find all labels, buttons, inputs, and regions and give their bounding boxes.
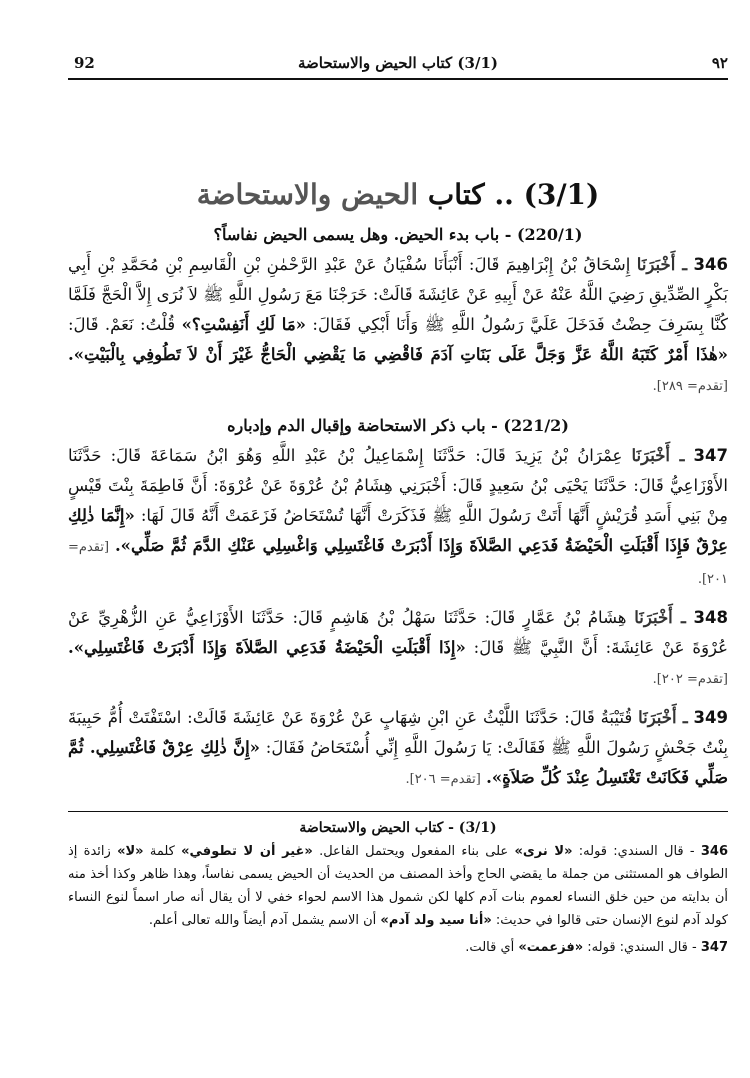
footnote-quote: «لا نرى» xyxy=(514,844,573,859)
hadith-reference: [تقدم= ٢٠٢]. xyxy=(652,672,728,687)
hadith-text: عِمْرَانُ بْنُ يَزِيدَ قَالَ: حَدَّثَنَا إِسْمَاعِيلُ بْنُ عَبْدِ اللَّهِ وَهُوَ ابْنُ سَمَاعَةَ قَالَ: حَدَّثَنَا الأَوْزَاعِيُّ قَالَ: حَدَّثَنَا يَحْيَى بْنُ سَعِيدٍ قَالَ: أَخْبَرَنِي هِشَامُ بْنُ عُرْوَةَ عَنْ عُرْوَةَ: أَنَّ فَاطِمَةَ بِنْتَ قَيْسٍ مِنْ بَنِي أَسَدِ قُرَيْشٍ أَنَّهَا أَتَتْ رَسُولَ اللَّهِ ﷺ فَذَكَرَتْ أَنَّهَا تُسْتَحَاضُ فَزَعَمَتْ أَنَّهُ قَالَ لَهَا: xyxy=(68,446,729,525)
hadith-quote: «إِنَّمَا ذٰلِكِ عِرْقٌ فَإِذَا أَقْبَلَتِ الْحَيْضَةُ فَدَعِي الصَّلاَةَ وَإِذَا أَدْبَرَتْ فَاغْتَسِلِي وَاغْسِلِي عَنْكِ الدَّمَ ثُمَّ صَلِّي». xyxy=(68,506,729,555)
hadith-reference: [تقدم= ٢٠٦]. xyxy=(405,772,481,787)
footnote-quote: «غير أن لا تطوفي» xyxy=(181,844,313,859)
hadith-quote: «إِنَّ ذٰلِكِ عِرْقٌ فَاغْتَسِلِي. ثُمَّ صَلِّي فَكَانَتْ تَغْتَسِلُ عِنْدَ كُلِّ صَلاَةٍ». xyxy=(68,738,728,787)
hadith-reference: [تقدم= ٢٠١]. xyxy=(68,540,728,587)
hadith-opening: ـ أَخْبَرَنَا xyxy=(631,446,685,465)
book-title-prefix: (3/1) .. كتاب xyxy=(427,178,600,211)
footnote-text: كلمة xyxy=(149,844,175,859)
hadith-paragraph xyxy=(68,603,728,695)
hadith-quote: «مَا لَكِ أَنَفِسْتِ؟» xyxy=(181,315,306,334)
hadith-paragraph xyxy=(68,441,728,595)
hadith-number: 347 xyxy=(693,446,728,465)
footnote-quote: «فزعمت» xyxy=(518,940,584,955)
hadith-quote: «هٰذَا أَمْرٌ كَتَبَهُ اللَّهُ عَزَّ وَجَلَّ عَلَى بَنَاتِ آدَمَ فَاقْضِي مَا يَقْضِي الْحَاجُّ غَيْرَ أَنْ لاَ تَطُوفِي بِالْبَيْتِ». xyxy=(68,345,728,364)
hadith-opening: ـ أَخْبَرَنَا xyxy=(634,608,686,627)
book-title-main: الحيض والاستحاضة xyxy=(196,178,419,211)
footnote-text: أن الاسم يشمل آدم أيضاً والله تعالى أعلم. xyxy=(148,913,377,928)
chapter-heading: (220/1) - باب بدء الحيض. وهل يسمى الحيض نفاساً؟ xyxy=(213,225,583,244)
hadith-text: قُتَيْبَةُ قَالَ: حَدَّثَنَا اللَّيْثُ عَنِ ابْنِ شِهَابٍ عَنْ عُرْوَةَ عَنْ عَائِشَةَ قَالَتْ: اسْتَفْتَتْ أُمُّ حَبِيبَةَ بِنْتُ جَحْشٍ رَسُولَ اللَّهِ ﷺ فَقَالَتْ: يَا رَسُولَ اللَّهِ إِنِّي أُسْتَحَاضُ فَقَالَ: xyxy=(68,708,728,757)
footnote-text: على بناء المفعول ويحتمل الفاعل. xyxy=(319,844,509,859)
hadith-text: قُلْتُ: نَعَمْ. قَالَ: xyxy=(68,315,176,334)
footnote-text: - قال السندي: قوله: xyxy=(587,940,697,955)
hadith-paragraph xyxy=(68,250,728,402)
page-header xyxy=(68,48,728,80)
hadith-number: 349 xyxy=(693,708,728,727)
footnotes xyxy=(68,811,728,959)
footnote xyxy=(68,840,728,932)
footnote-number: 347 xyxy=(700,940,728,955)
hadith-paragraph xyxy=(68,703,728,795)
hadith-quote: «إِذَا أَقْبَلَتِ الْحَيْضَةُ فَدَعِي الصَّلاَةَ وَإِذَا أَدْبَرَتْ فَاغْتَسِلِي». xyxy=(68,638,466,657)
hadith-text: إِسْحَاقُ بْنُ إِبْرَاهِيمَ قَالَ: أَنْبَأَنَا سُفْيَانُ عَنْ عَبْدِ الرَّحْمٰنِ بْنِ الْقَاسِمِ بْنِ مُحَمَّدِ بْنِ أَبِي بَكْرٍ الصِّدِّيقِ رَضِيَ اللَّهُ عَنْهُ عَنْ أَبِيهِ عَنْ عَائِشَةَ قَالَتْ: خَرَجْنَا مَعَ رَسُولِ اللَّهِ ﷺ لاَ نُرَى إِلاَّ الْحَجَّ فَلَمَّا كُنَّا بِسَرِفَ حِضْتُ فَدَخَلَ عَلَيَّ رَسُولُ اللَّهِ ﷺ وَأَنَا أَبْكِي فَقَالَ: xyxy=(68,255,728,334)
book-title xyxy=(68,178,728,211)
footnote-number: 346 xyxy=(700,844,729,859)
footnote-text: - قال السندي: قوله: xyxy=(578,844,695,859)
hadith-number: 346 xyxy=(693,255,728,274)
hadith-opening: ـ أَخْبَرَنَا xyxy=(636,255,688,274)
hadith-number: 348 xyxy=(693,608,728,627)
page-number-latin: 92 xyxy=(74,54,95,72)
footnote-quote: «أنا سيد ولد آدم» xyxy=(380,913,492,928)
footnote-text: أي قالت. xyxy=(465,940,515,955)
footnote xyxy=(68,936,728,959)
hadith-reference: [تقدم= ٢٨٩]. xyxy=(652,379,728,394)
footnote-text: زائدة إذ الطواف هو المستثنى من جملة ما يقضي الحاج وأخذ المصنف من الحديث أن الحيض يسمى نفاساً، وهذا ظاهر وكذا أخذ منه أن بدايته من حين خلق النساء لعموم بنات آدم كلها لكن شمول هذا الاسم لحواء خفي لا أن يقال أنه صار اسماً لنوع النساء كولد آدم لنوع الإنسان حتى قالوا في حديث: xyxy=(68,844,728,928)
chapter-heading: (221/2) - باب ذكر الاستحاضة وإقبال الدم وإدباره xyxy=(227,416,569,435)
footnote-quote: «لا» xyxy=(117,844,144,859)
footnotes-title: (3/1) - كتاب الحيض والاستحاضة xyxy=(299,820,497,836)
hadith-opening: ـ أَخْبَرَنَا xyxy=(638,708,688,727)
page xyxy=(68,48,728,959)
page-number-arabic: ٩٢ xyxy=(711,54,728,72)
running-title: (3/1) كتاب الحيض والاستحاضة xyxy=(297,54,498,72)
hadith-text: هِشَامُ بْنُ عَمَّارٍ قَالَ: حَدَّثَنَا سَهْلُ بْنُ هَاشِمٍ قَالَ: حَدَّثَنَا الأَوْزَاعِيُّ عَنِ الزُّهْرِيِّ عَنْ عُرْوَةَ عَنْ عَائِشَةَ: أَنَّ النَّبِيَّ ﷺ قَالَ: xyxy=(68,608,728,657)
